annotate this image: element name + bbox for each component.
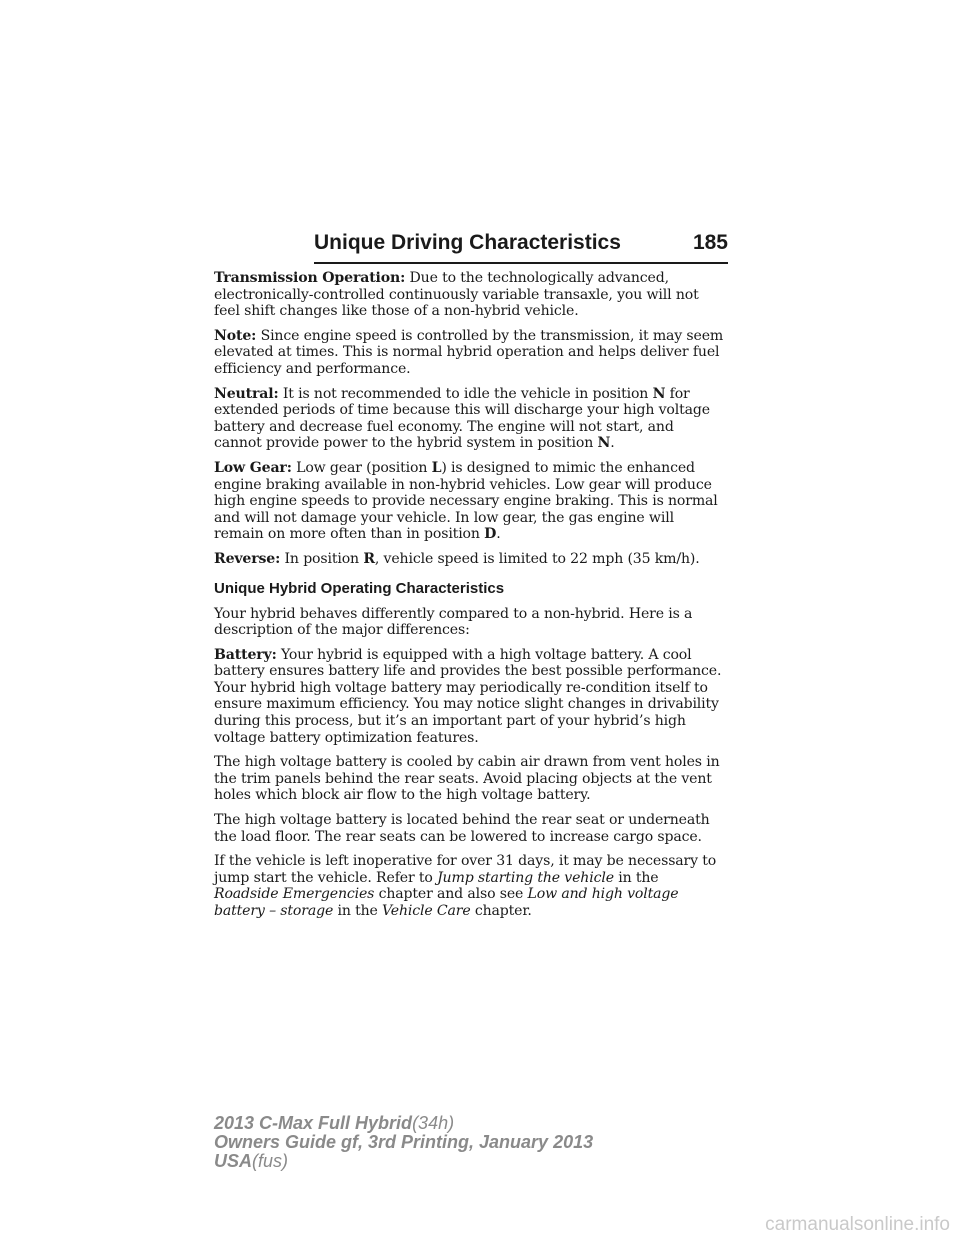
footer-line-1 (214, 1114, 593, 1133)
low-gear-text-a: Low gear (position (296, 459, 432, 476)
battery-storage-reference: Low and high voltage battery – storage (214, 886, 679, 919)
reverse-paragraph (214, 551, 724, 568)
page-header (314, 229, 728, 265)
vehicle-care-reference: Vehicle Care (382, 903, 471, 919)
inoperative-text-b: in the (613, 869, 659, 886)
page-number: 185 (692, 231, 728, 254)
jump-start-reference: Jump starting the vehicle (437, 869, 614, 886)
reverse-text-a: In position (284, 550, 364, 567)
neutral-paragraph (214, 386, 724, 452)
transmission-label: Transmission Operation: (214, 270, 406, 286)
location-paragraph: The high voltage battery is located behind the rear seat or underneath the load floor. The rear seats can be lowered to increase cargo space. (214, 812, 710, 845)
battery-paragraph (214, 647, 724, 747)
page-content (214, 270, 724, 928)
page-footer (214, 1114, 593, 1171)
footer-line-2: Owners Guide gf, 3rd Printing, January 2013 (214, 1132, 594, 1152)
low-gear-label: Low Gear: (214, 459, 292, 476)
reverse-text-b: , vehicle speed is limited to 22 mph (35 km/h). (374, 550, 700, 567)
neutral-text-c: . (610, 435, 615, 452)
note-text: Since engine speed is controlled by the transmission, it may seem elevated at times. This is normal hybrid operation and helps deliver fuel efficiency and performance. (214, 327, 724, 377)
low-gear-position-b: D (484, 526, 497, 543)
footer-model-code: (34h) (412, 1113, 455, 1133)
battery-text: Your hybrid is equipped with a high voltage battery. A cool battery ensures battery life and provides the best possible performance. Your hybrid high voltage battery may periodically re-condition itself to ensure maximum efficiency. You may notice slight changes in drivability during this process, but it’s an important part of your hybrid’s high voltage battery optimization features. (214, 646, 722, 746)
reverse-label: Reverse: (214, 550, 281, 567)
inoperative-paragraph (214, 853, 724, 919)
low-gear-position-a: L (431, 459, 442, 476)
transmission-text: Due to the technologically advanced, electronically-controlled continuously variable transaxle, you will not feel shift changes like those of a non-hybrid vehicle. (214, 270, 699, 320)
neutral-position-b: N (597, 435, 611, 452)
footer-line-3 (214, 1152, 593, 1171)
low-gear-text-c: . (496, 526, 501, 543)
inoperative-text-c: chapter and also see (374, 886, 528, 903)
header-rule (314, 262, 728, 264)
low-gear-paragraph (214, 460, 724, 543)
inoperative-text-e: chapter. (470, 903, 532, 919)
low-gear-text-b: ) is designed to mimic the enhanced engine braking available in non-hybrid vehicles. Low gear will produce high engine speeds to provide necessary engine braking. This is normal and will not damage your vehicle. In low gear, the gas engine will remain on more often than in position (214, 459, 718, 543)
battery-label: Battery: (214, 646, 277, 663)
footer-market-code: (fus) (252, 1151, 289, 1171)
section-intro: Your hybrid behaves differently compared to a non-hybrid. Here is a description of the major differences: (214, 605, 693, 639)
footer-market: USA (214, 1151, 253, 1171)
neutral-label: Neutral: (214, 385, 279, 402)
footer-model: 2013 C-Max Full Hybrid (214, 1113, 413, 1133)
inoperative-text-d: in the (333, 903, 383, 919)
section-heading: Unique Hybrid Operating Characteristics (214, 579, 505, 597)
note-paragraph (214, 328, 724, 378)
reverse-position-a: R (363, 550, 375, 567)
cooling-paragraph: The high voltage battery is cooled by cabin air drawn from vent holes in the trim panels behind the rear seats. Avoid placing objects at the vent holes which block air flow to the high voltage battery. (214, 754, 720, 804)
note-label: Note: (214, 327, 257, 344)
chapter-title: Unique Driving Characteristics (314, 231, 621, 254)
watermark: carmanualsonline.info (765, 1214, 950, 1235)
roadside-emergencies-reference: Roadside Emergencies (214, 886, 375, 903)
inoperative-text-a: If the vehicle is left inoperative for over 31 days, it may be necessary to jump start the vehicle. Refer to (214, 853, 717, 886)
transmission-paragraph (214, 270, 724, 320)
neutral-text-a: It is not recommended to idle the vehicle in position (282, 385, 653, 402)
neutral-text-b: for extended periods of time because this will discharge your high voltage battery and decrease fuel economy. The engine will not start, and cannot provide power to the hybrid system in position (214, 385, 710, 452)
neutral-position-a: N (652, 385, 666, 402)
